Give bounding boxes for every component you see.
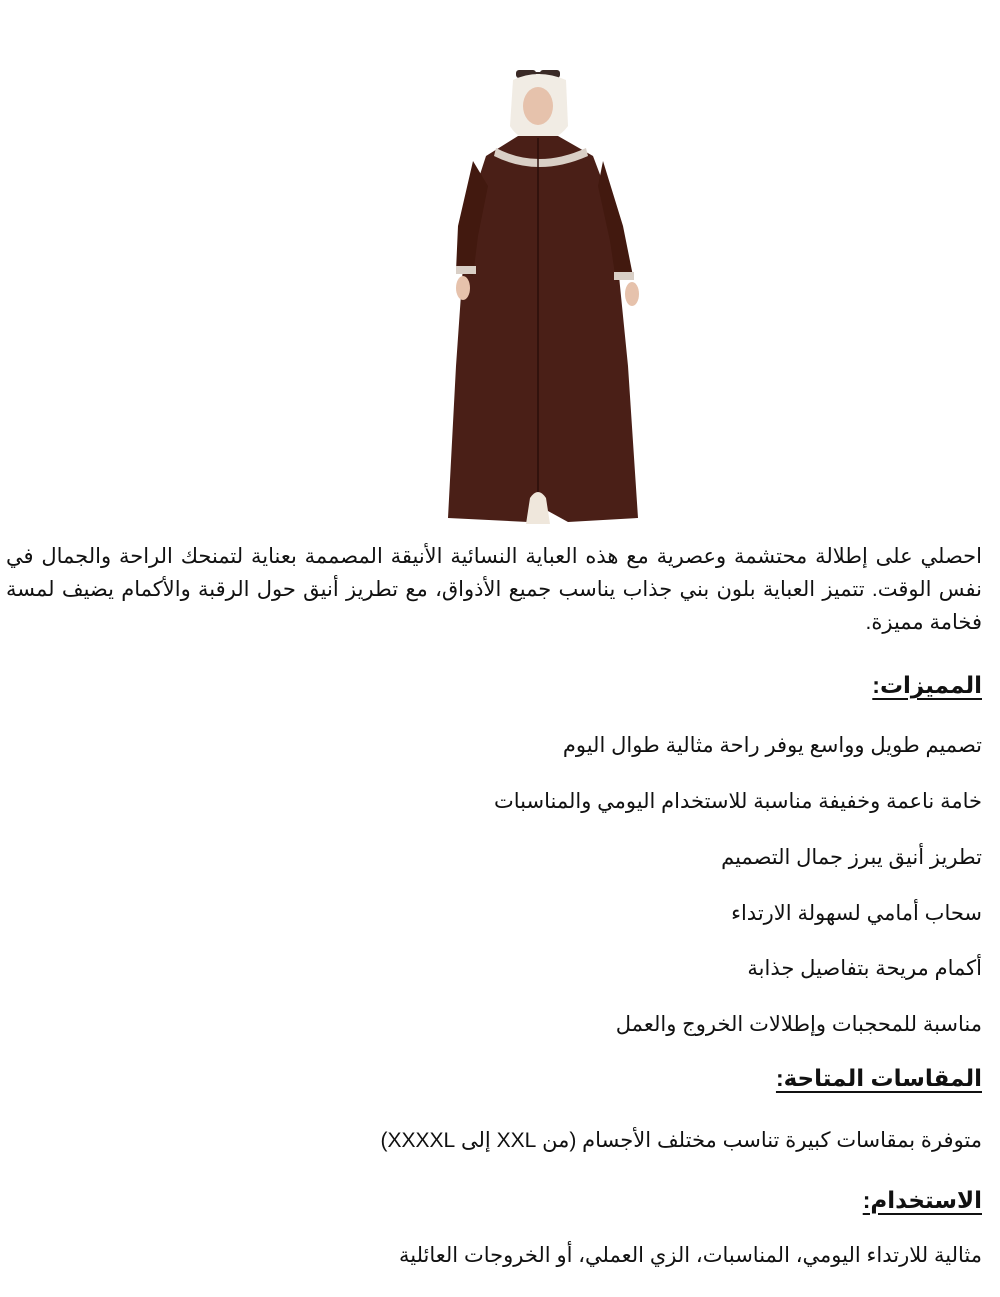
usage-heading: الاستخدام: [862,1187,982,1213]
feature-item: تطريز أنيق يبرز جمال التصميم [721,846,982,869]
abaya-model-image [418,66,643,528]
feature-item: تصميم طويل وواسع يوفر راحة مثالية طوال اليوم [562,734,982,757]
features-heading: المميزات: [872,672,982,698]
product-photo [418,66,643,528]
usage-text: مثالية للارتداء اليومي، المناسبات، الزي العملي، أو الخروجات العائلية [398,1244,982,1267]
feature-item: مناسبة للمحجبات وإطلالات الخروج والعمل [615,1013,982,1036]
feature-item: أكمام مريحة بتفاصيل جذابة [747,957,982,980]
sizes-heading: المقاسات المتاحة: [775,1065,982,1091]
sizes-text: متوفرة بمقاسات كبيرة تناسب مختلف الأجسام (من XXL إلى XXXXL) [380,1129,982,1152]
intro-paragraph: احصلي على إطلالة محتشمة وعصرية مع هذه العباية النسائية الأنيقة المصممة بعناية لتمنحك الراحة والجمال في نفس الوقت. تتميز العباية بلون بني جذاب يناسب جميع الأذواق، مع تطريز أنيق حول الرقبة والأكمام يضيف لمسة فخامة مميزة. [6,545,982,634]
feature-item: خامة ناعمة وخفيفة مناسبة للاستخدام اليومي والمناسبات [493,790,982,813]
feature-item: سحاب أمامي لسهولة الارتداء [731,902,982,925]
